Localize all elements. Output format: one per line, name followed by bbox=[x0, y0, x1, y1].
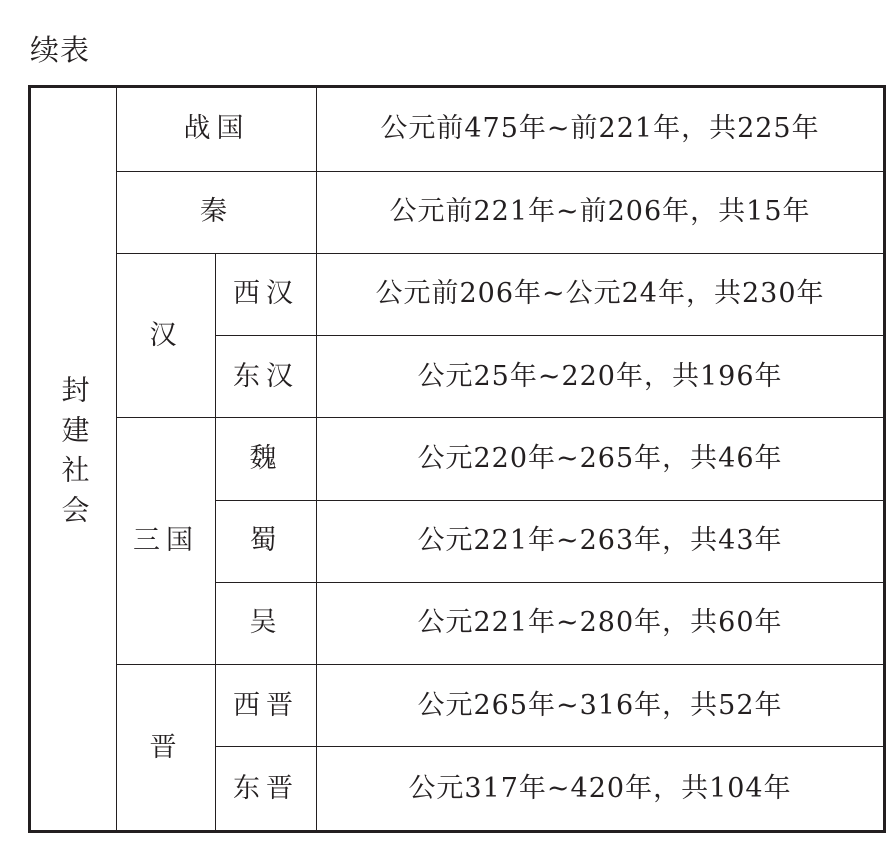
sub-dynasty-cell: 东晋 bbox=[216, 747, 317, 832]
period-cell: 公元221年~263年，共43年 bbox=[317, 500, 885, 582]
dynasty-cell: 秦 bbox=[117, 171, 317, 253]
period-cell: 公元265年~316年，共52年 bbox=[317, 665, 885, 747]
dynasty-cell: 三国 bbox=[117, 418, 216, 665]
sub-dynasty-cell: 西汉 bbox=[216, 253, 317, 335]
period-cell: 公元221年~280年，共60年 bbox=[317, 582, 885, 664]
era-cell bbox=[30, 87, 117, 832]
period-cell: 公元前475年~前221年，共225年 bbox=[317, 87, 885, 172]
table-row bbox=[30, 418, 885, 500]
sub-dynasty-cell: 蜀 bbox=[216, 500, 317, 582]
period-cell: 公元前221年~前206年，共15年 bbox=[317, 171, 885, 253]
dynasty-cell: 战国 bbox=[117, 87, 317, 172]
period-cell: 公元220年~265年，共46年 bbox=[317, 418, 885, 500]
dynasty-cell: 晋 bbox=[117, 665, 216, 832]
period-cell: 公元25年~220年，共196年 bbox=[317, 336, 885, 418]
chronology-table bbox=[28, 85, 886, 833]
sub-dynasty-cell: 魏 bbox=[216, 418, 317, 500]
table-caption: 续表 bbox=[30, 33, 91, 67]
table-row bbox=[30, 665, 885, 747]
sub-dynasty-cell: 东汉 bbox=[216, 336, 317, 418]
era-label: 封建社会 bbox=[57, 374, 91, 535]
table-row bbox=[30, 87, 885, 172]
sub-dynasty-cell: 西晋 bbox=[216, 665, 317, 747]
dynasty-cell: 汉 bbox=[117, 253, 216, 418]
period-cell: 公元前206年~公元24年，共230年 bbox=[317, 253, 885, 335]
table-row bbox=[30, 253, 885, 335]
period-cell: 公元317年~420年，共104年 bbox=[317, 747, 885, 832]
table-row bbox=[30, 171, 885, 253]
sub-dynasty-cell: 吴 bbox=[216, 582, 317, 664]
